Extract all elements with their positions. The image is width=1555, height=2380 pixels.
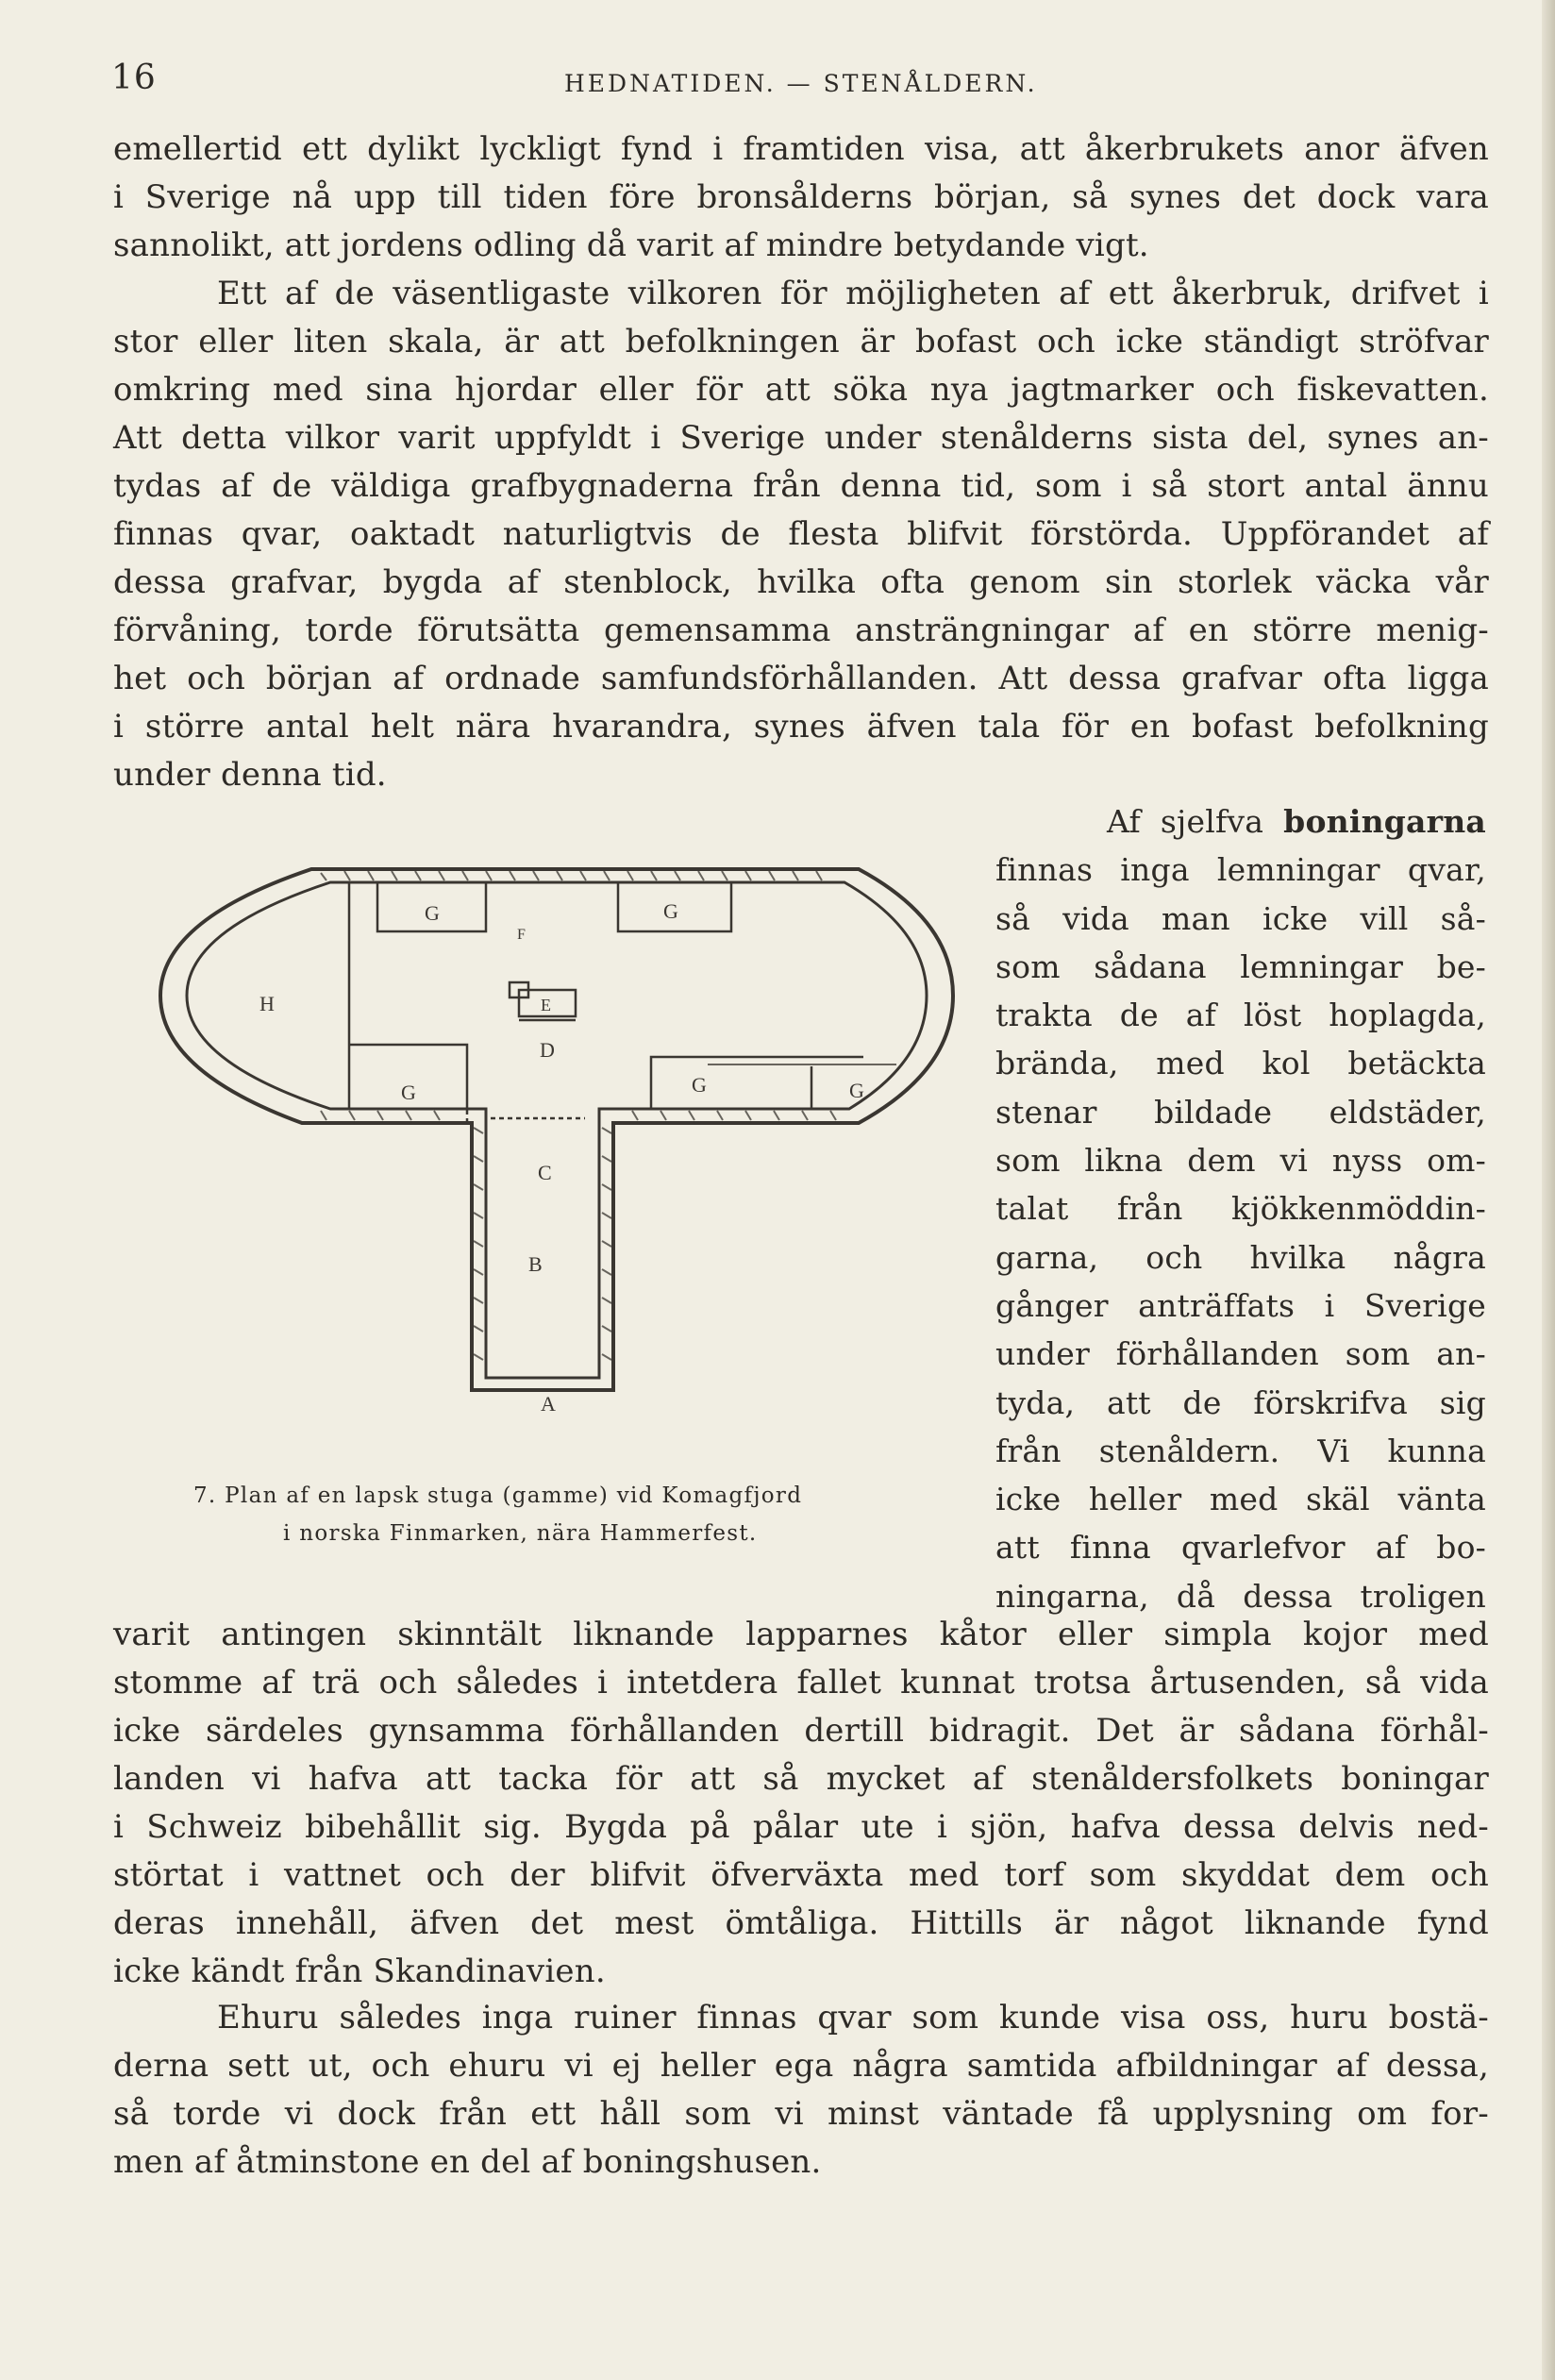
text-line: emellertid ett dylikt lyckligt fynd i framtiden visa, att åkerbrukets anor äfven: [113, 130, 1489, 168]
outer-wall: [160, 869, 953, 1390]
side-line: från stenåldern. Vi kunna: [995, 1432, 1486, 1469]
text-line: i Schweiz bibehållit sig. Bygda på pålar ute i sjön, hafva dessa delvis ned-: [113, 1808, 1489, 1846]
label-h: H: [259, 992, 275, 1015]
side-line: talat från kjökkenmöddin-: [995, 1190, 1486, 1228]
text-line: derna sett ut, och ehuru vi ej heller ega några samtida afbildningar af dessa,: [113, 2047, 1489, 2085]
text-line: het och början af ordnade samfundsförhållanden. Att dessa grafvar ofta ligga: [113, 660, 1489, 697]
page-header: [111, 59, 1489, 106]
label-g-top-right: G: [663, 899, 678, 923]
side-line: tyda, att de förskrifva sig: [995, 1383, 1486, 1421]
interior-partitions: [349, 882, 896, 1390]
label-g-bottom-middle: G: [692, 1073, 707, 1097]
text-line: omkring med sina hjordar eller för att söka nya jagtmarker och fiskevatten.: [113, 371, 1489, 409]
caption-line: 7. Plan af en lapsk stuga (gamme) vid Komagfjord: [193, 1483, 803, 1508]
side-line: garna, och hvilka några: [995, 1238, 1486, 1276]
text-line: stor eller liten skala, är att befolkningen är bofast och icke ständigt ströfvar: [113, 323, 1489, 360]
side-line: trakta de af löst hoplagda,: [995, 997, 1486, 1034]
text-line: så torde vi dock från ett håll som vi minst väntade få upplysning om for-: [113, 2095, 1489, 2133]
text-line: i större antal helt nära hvarandra, synes äfven tala för en bofast befolkning: [113, 708, 1489, 746]
text-line: finnas qvar, oaktadt naturligtvis de flesta blifvit förstörda. Uppförandet af: [113, 515, 1489, 553]
text-line: Ett af de väsentligaste vilkoren för möjligheten af ett åkerbruk, drifvet i: [217, 275, 1489, 312]
side-line: under förhållanden som an-: [995, 1335, 1486, 1373]
side-line: stenar bildade eldstäder,: [995, 1093, 1486, 1131]
label-g-top-left: G: [425, 901, 440, 925]
text-line: stomme af trä och således i intetdera fallet kunnat trotsa årtusenden, så vida: [113, 1664, 1489, 1701]
text-line: icke kändt från Skandinavien.: [113, 1953, 606, 1990]
side-line: icke heller med skäl vänta: [995, 1481, 1486, 1518]
label-g-right: G: [849, 1079, 864, 1102]
paragraph-1: [113, 126, 1489, 270]
side-line: som sådana lemningar be-: [995, 947, 1486, 985]
floor-plan-figure: [142, 845, 972, 1467]
side-line: att finna qvarlefvor af bo-: [995, 1529, 1486, 1567]
label-g-bottom-left: G: [401, 1081, 416, 1104]
text-line: icke särdeles gynsamma förhållanden dertill bidragit. Det är sådana förhål-: [113, 1712, 1489, 1750]
label-a: A: [541, 1392, 556, 1416]
side-line: så vida man icke vill så-: [995, 899, 1486, 937]
hatching: [321, 871, 836, 1360]
text-line: förvåning, torde förutsätta gemensamma ansträngningar af en större menig-: [113, 612, 1489, 649]
label-b: B: [528, 1252, 543, 1276]
side-line: som likna dem vi nyss om-: [995, 1142, 1486, 1180]
label-d: D: [540, 1038, 555, 1062]
text-line: landen vi hafva att tacka för att så mycket af stenåldersfolkets boningar: [113, 1760, 1489, 1798]
text-line: men af åtminstone en del af boningshusen.: [113, 2143, 822, 2181]
text-line: Att detta vilkor varit uppfyldt i Sverige under stenålderns sista del, synes an-: [113, 419, 1489, 457]
paragraph-2: [113, 270, 1489, 799]
bold-term: boningarna: [1283, 803, 1486, 840]
text-line: dessa grafvar, bygda af stenblock, hvilka ofta genom sin storlek väcka vår: [113, 563, 1489, 601]
page-number: 16: [111, 59, 157, 97]
label-f: F: [517, 927, 526, 943]
text-line: störtat i vattnet och der blifvit öfverväxta med torf som skyddat dem och: [113, 1856, 1489, 1894]
page-edge-shadow: [1542, 0, 1555, 2380]
side-column: [995, 797, 1486, 1620]
label-c: C: [538, 1161, 552, 1184]
running-title: HEDNATIDEN. — STENÅLDERN.: [564, 70, 1038, 97]
side-line: brända, med kol betäckta: [995, 1045, 1486, 1082]
label-e: E: [541, 996, 551, 1014]
inner-wall: [187, 882, 927, 1378]
side-first-prefix: Af sjelfva: [1107, 803, 1264, 840]
text-line: tydas af de väldiga grafbygnaderna från denna tid, som i så stort antal ännu: [113, 467, 1489, 505]
side-line: ningarna, då dessa troligen: [995, 1577, 1486, 1615]
side-line: gånger anträffats i Sverige: [995, 1286, 1486, 1324]
side-first-line: [995, 797, 1486, 846]
caption-line: i norska Finmarken, nära Hammerfest.: [283, 1521, 758, 1546]
side-line: finnas inga lemningar qvar,: [995, 851, 1486, 889]
paragraph-3: [113, 1611, 1489, 1996]
paragraph-4: [113, 1994, 1489, 2187]
text-line: varit antingen skinntält liknande lapparnes kåtor eller simpla kojor med: [113, 1616, 1489, 1653]
text-line: under denna tid.: [113, 756, 387, 794]
figure-caption: [193, 1477, 948, 1552]
text-line: deras innehåll, äfven det mest ömtåliga. Hittills är något liknande fynd: [113, 1904, 1489, 1942]
text-line: Ehuru således inga ruiner finnas qvar som kunde visa oss, huru bostä-: [217, 1999, 1489, 2036]
text-line: i Sverige nå upp till tiden före bronsålderns början, så synes det dock vara: [113, 178, 1489, 216]
text-line: sannolikt, att jordens odling då varit af mindre betydande vigt.: [113, 226, 1149, 264]
